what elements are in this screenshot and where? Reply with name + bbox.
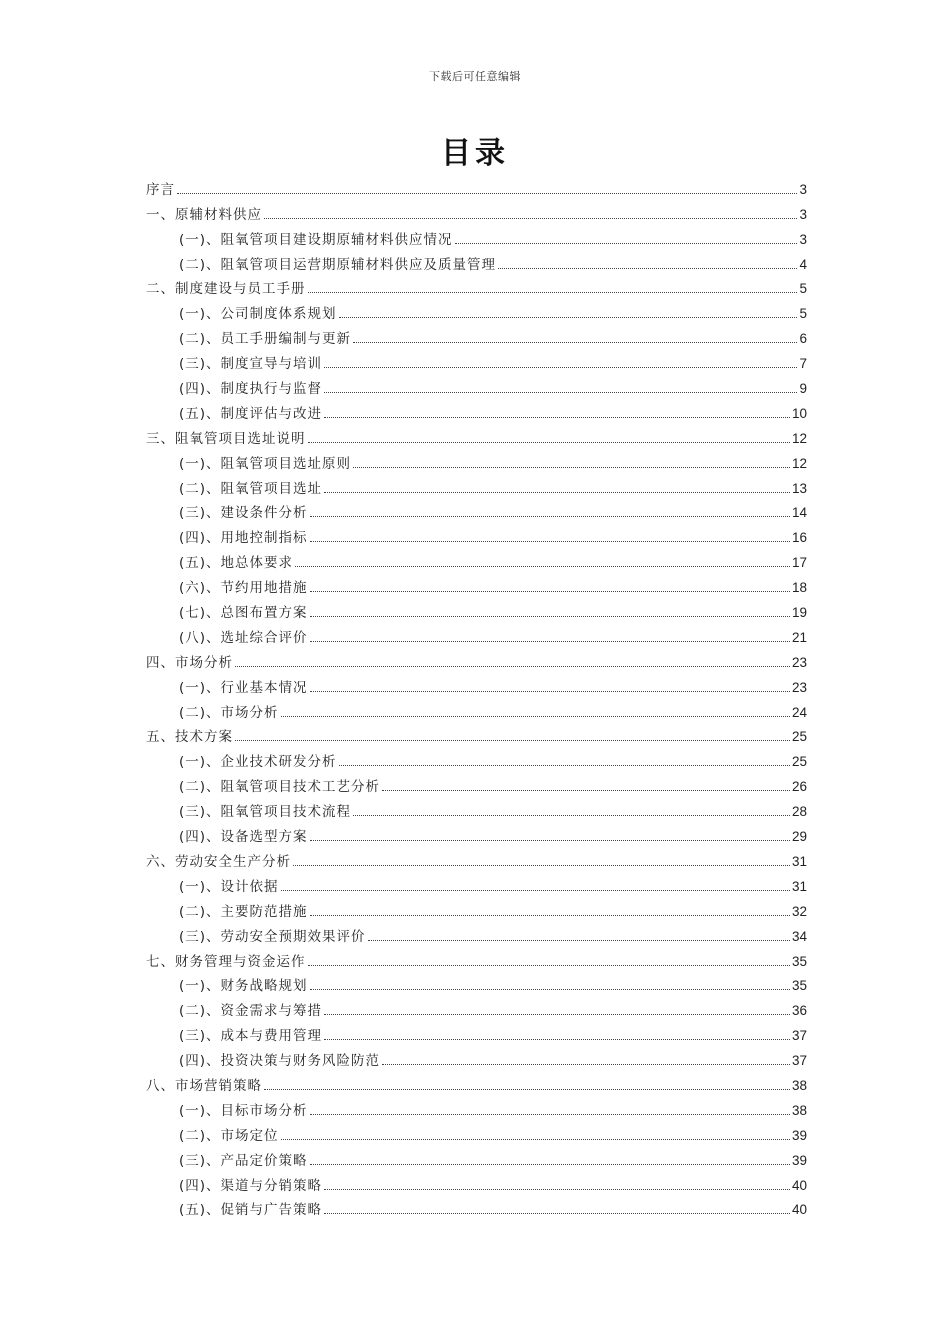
toc-section-entry[interactable] (146, 249, 807, 274)
toc-entry-title: 八、市场营销策略 (146, 1077, 262, 1094)
toc-section-entry[interactable] (146, 572, 807, 597)
toc-section-entry[interactable] (146, 373, 807, 398)
toc-entry-title: (六)、节约用地措施 (179, 580, 308, 597)
toc-page-number: 38 (791, 1077, 807, 1093)
toc-page-number: 12 (791, 455, 807, 471)
toc-page-number: 7 (799, 356, 807, 372)
toc-page-number: 38 (791, 1102, 807, 1118)
toc-entry-title: (二)、市场分析 (179, 704, 279, 721)
toc-page-number: 13 (791, 480, 807, 496)
toc-chapter-entry[interactable] (146, 1070, 807, 1095)
toc-dot-leader (264, 218, 797, 219)
toc-section-entry[interactable] (146, 821, 807, 846)
toc-dot-leader (264, 1089, 790, 1090)
toc-page-number: 28 (791, 804, 807, 820)
toc-page-number: 37 (791, 1028, 807, 1044)
toc-entry-title: 二、制度建设与员工手册 (146, 281, 306, 298)
toc-page-number: 29 (791, 829, 807, 845)
toc-page-number: 40 (791, 1202, 807, 1218)
toc-section-entry[interactable] (146, 547, 807, 572)
toc-dot-leader (308, 965, 790, 966)
toc-page-number: 23 (791, 654, 807, 670)
toc-dot-leader (310, 641, 790, 642)
toc-page-number: 26 (791, 779, 807, 795)
toc-page-number: 24 (791, 704, 807, 720)
toc-entry-title: (四)、制度执行与监督 (179, 381, 323, 398)
toc-dot-leader (324, 367, 797, 368)
toc-page-number: 40 (791, 1177, 807, 1193)
toc-page-number: 5 (799, 281, 807, 297)
toc-page-number: 19 (791, 605, 807, 621)
toc-dot-leader (293, 865, 790, 866)
toc-dot-leader (324, 417, 790, 418)
toc-dot-leader (310, 989, 790, 990)
toc-section-entry[interactable] (146, 597, 807, 622)
toc-dot-leader (235, 740, 790, 741)
toc-dot-leader (382, 1064, 790, 1065)
toc-page-number: 32 (791, 903, 807, 919)
toc-section-entry[interactable] (146, 896, 807, 921)
toc-dot-leader (353, 342, 797, 343)
toc-chapter-entry[interactable] (146, 423, 807, 448)
toc-dot-leader (310, 516, 790, 517)
toc-entry-title: (四)、用地控制指标 (179, 530, 308, 547)
toc-entry-title: (四)、设备选型方案 (179, 829, 308, 846)
toc-section-entry[interactable] (146, 323, 807, 348)
header-note: 下载后可任意编辑 (429, 70, 521, 83)
toc-section-entry[interactable] (146, 1170, 807, 1195)
toc-entry-title: (二)、阻氧管项目选址 (179, 480, 323, 497)
toc-page-number: 23 (791, 679, 807, 695)
toc-entry-title: 六、劳动安全生产分析 (146, 853, 291, 870)
toc-section-entry[interactable] (146, 1145, 807, 1170)
toc-dot-leader (498, 268, 797, 269)
toc-section-entry[interactable] (146, 871, 807, 896)
toc-dot-leader (310, 616, 790, 617)
toc-section-entry[interactable] (146, 498, 807, 523)
toc-page-number: 14 (791, 505, 807, 521)
toc-section-entry[interactable] (146, 995, 807, 1020)
toc-entry-title: (五)、地总体要求 (179, 555, 294, 572)
toc-entry-title: (一)、设计依据 (179, 878, 279, 895)
toc-page-number: 4 (799, 256, 807, 272)
toc-page-number: 12 (791, 430, 807, 446)
toc-chapter-entry[interactable] (146, 946, 807, 971)
toc-entry-title: 四、市场分析 (146, 654, 233, 671)
toc-page-number: 25 (791, 729, 807, 745)
toc-entry-title: (一)、行业基本情况 (179, 679, 308, 696)
toc-page-number: 31 (791, 878, 807, 894)
toc-section-entry[interactable] (146, 1095, 807, 1120)
toc-dot-leader (281, 716, 790, 717)
toc-entry-title: (四)、渠道与分销策略 (179, 1177, 323, 1194)
toc-dot-leader (308, 442, 790, 443)
toc-entry-title: 五、技术方案 (146, 729, 233, 746)
toc-chapter-entry[interactable] (146, 647, 807, 672)
page-title: 目录 (441, 136, 509, 171)
toc-entry-title: (三)、劳动安全预期效果评价 (179, 928, 366, 945)
toc-page-number: 36 (791, 1003, 807, 1019)
toc-entry-title: (一)、阻氧管项目选址原则 (179, 455, 352, 472)
toc-entry-title: (三)、成本与费用管理 (179, 1028, 323, 1045)
toc-dot-leader (368, 940, 790, 941)
toc-chapter-entry[interactable] (146, 174, 807, 199)
toc-entry-title: (一)、财务战略规划 (179, 978, 308, 995)
toc-dot-leader (308, 292, 798, 293)
toc-dot-leader (177, 193, 797, 194)
toc-page-number: 39 (791, 1127, 807, 1143)
toc-section-entry[interactable] (146, 746, 807, 771)
toc-dot-leader (353, 467, 790, 468)
toc-dot-leader (455, 243, 798, 244)
toc-dot-leader (310, 591, 790, 592)
toc-page-number: 3 (799, 206, 807, 222)
toc-dot-leader (281, 1139, 790, 1140)
toc-entry-title: (一)、公司制度体系规划 (179, 306, 337, 323)
toc-entry-title: 三、阻氧管项目选址说明 (146, 430, 306, 447)
toc-page-number: 31 (791, 853, 807, 869)
toc-section-entry[interactable] (146, 622, 807, 647)
toc-dot-leader (339, 765, 790, 766)
toc-chapter-entry[interactable] (146, 722, 807, 747)
toc-section-entry[interactable] (146, 1045, 807, 1070)
toc-entry-title: (八)、选址综合评价 (179, 629, 308, 646)
toc-chapter-entry[interactable] (146, 199, 807, 224)
toc-dot-leader (235, 666, 790, 667)
toc-page-number: 34 (791, 928, 807, 944)
toc-entry-title: 七、财务管理与资金运作 (146, 953, 306, 970)
toc-page-number: 35 (791, 953, 807, 969)
toc-dot-leader (339, 317, 798, 318)
toc-section-entry[interactable] (146, 1120, 807, 1145)
toc-page-number: 16 (791, 530, 807, 546)
toc-dot-leader (353, 815, 790, 816)
toc-page-number: 3 (799, 231, 807, 247)
toc-dot-leader (310, 691, 790, 692)
toc-page-number: 18 (791, 580, 807, 596)
toc-dot-leader (310, 541, 790, 542)
toc-entry-title: (二)、阻氧管项目运营期原辅材料供应及质量管理 (179, 256, 497, 273)
toc-entry-title: (二)、资金需求与筹措 (179, 1003, 323, 1020)
toc-page-number: 3 (799, 181, 807, 197)
toc-section-entry[interactable] (146, 522, 807, 547)
toc-section-entry[interactable] (146, 1020, 807, 1045)
toc-page-number: 10 (791, 405, 807, 421)
toc-dot-leader (324, 1014, 790, 1015)
toc-page-number: 25 (791, 754, 807, 770)
toc-section-entry[interactable] (146, 796, 807, 821)
toc-chapter-entry[interactable] (146, 846, 807, 871)
toc-entry-title: (四)、投资决策与财务风险防范 (179, 1053, 381, 1070)
toc-entry-title: (七)、总图布置方案 (179, 605, 308, 622)
table-of-contents (146, 174, 807, 1219)
toc-section-entry[interactable] (146, 473, 807, 498)
toc-page-number: 9 (799, 381, 807, 397)
toc-dot-leader (324, 492, 790, 493)
toc-entry-title: (一)、企业技术研发分析 (179, 754, 337, 771)
toc-page-number: 17 (791, 555, 807, 571)
toc-entry-title: (三)、制度宣导与培训 (179, 356, 323, 373)
toc-section-entry[interactable] (146, 1195, 807, 1220)
toc-page-number: 35 (791, 978, 807, 994)
toc-dot-leader (310, 840, 790, 841)
toc-entry-title: (二)、市场定位 (179, 1127, 279, 1144)
toc-entry-title: (一)、目标市场分析 (179, 1102, 308, 1119)
toc-page-number: 21 (791, 629, 807, 645)
toc-page-number: 6 (799, 331, 807, 347)
toc-page-number: 5 (799, 306, 807, 322)
toc-dot-leader (295, 566, 790, 567)
toc-section-entry[interactable] (146, 971, 807, 996)
toc-section-entry[interactable] (146, 921, 807, 946)
toc-entry-title: (二)、员工手册编制与更新 (179, 331, 352, 348)
toc-dot-leader (310, 915, 790, 916)
toc-page-number: 37 (791, 1053, 807, 1069)
toc-dot-leader (324, 1039, 790, 1040)
toc-entry-title: (三)、阻氧管项目技术流程 (179, 804, 352, 821)
toc-entry-title: (三)、建设条件分析 (179, 505, 308, 522)
toc-entry-title: (二)、阻氧管项目技术工艺分析 (179, 779, 381, 796)
toc-page-number: 39 (791, 1152, 807, 1168)
toc-section-entry[interactable] (146, 448, 807, 473)
toc-dot-leader (310, 1114, 790, 1115)
toc-entry-title: 一、原辅材料供应 (146, 206, 262, 223)
toc-section-entry[interactable] (146, 697, 807, 722)
toc-section-entry[interactable] (146, 771, 807, 796)
toc-chapter-entry[interactable] (146, 274, 807, 299)
toc-section-entry[interactable] (146, 224, 807, 249)
toc-entry-title: 序言 (146, 181, 175, 198)
toc-entry-title: (五)、制度评估与改进 (179, 405, 323, 422)
toc-dot-leader (281, 890, 790, 891)
toc-entry-title: (一)、阻氧管项目建设期原辅材料供应情况 (179, 231, 453, 248)
toc-dot-leader (324, 1213, 790, 1214)
toc-section-entry[interactable] (146, 398, 807, 423)
toc-dot-leader (310, 1164, 790, 1165)
toc-section-entry[interactable] (146, 348, 807, 373)
toc-dot-leader (382, 790, 790, 791)
toc-dot-leader (324, 392, 797, 393)
toc-section-entry[interactable] (146, 298, 807, 323)
toc-entry-title: (五)、促销与广告策略 (179, 1202, 323, 1219)
toc-dot-leader (324, 1189, 790, 1190)
toc-entry-title: (二)、主要防范措施 (179, 903, 308, 920)
toc-section-entry[interactable] (146, 672, 807, 697)
toc-entry-title: (三)、产品定价策略 (179, 1152, 308, 1169)
